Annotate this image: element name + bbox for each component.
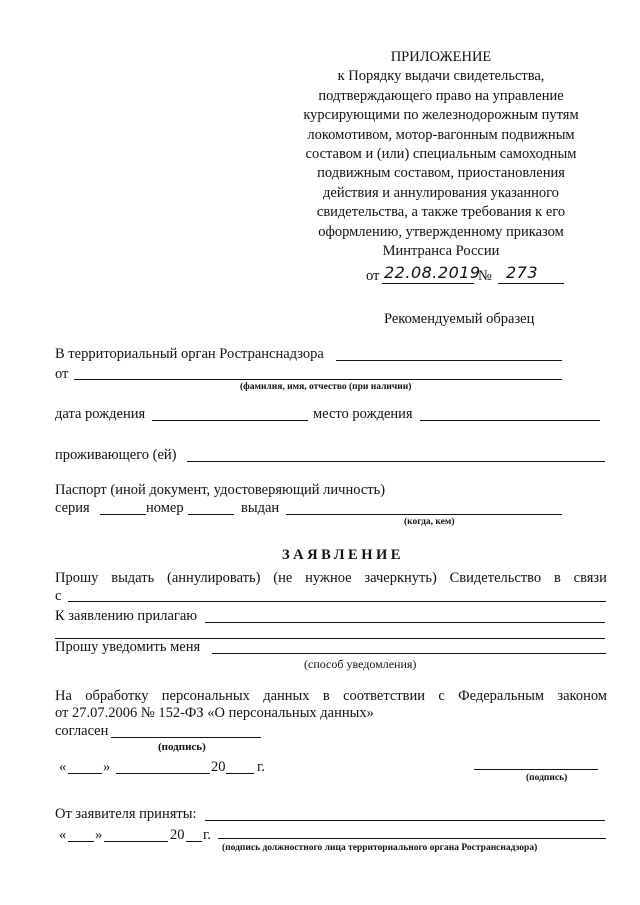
birth-date-line[interactable] xyxy=(152,420,308,421)
series-label: серия xyxy=(55,500,90,516)
residing-line[interactable] xyxy=(187,461,605,462)
appendix-line: свидетельства, а также требования к его xyxy=(316,204,566,221)
signature-caption: (подпись) xyxy=(158,741,206,753)
receipt-day-line[interactable] xyxy=(68,841,94,842)
appendix-line: к Порядку выдачи свидетельства, xyxy=(337,68,545,85)
official-signature-line[interactable] xyxy=(218,838,606,839)
applicant-name-line[interactable] xyxy=(74,379,562,380)
applicant-signature-line[interactable] xyxy=(474,769,598,770)
consent-word: Федеральным xyxy=(458,688,544,704)
request-word: (не xyxy=(273,570,293,586)
request-word: Свидетельство xyxy=(449,570,542,586)
passport-number-line[interactable] xyxy=(188,514,234,515)
receipt-year-line[interactable] xyxy=(186,841,202,842)
consent-word: персональных xyxy=(161,688,250,704)
request-word: выдать xyxy=(111,570,155,586)
birth-place-label: место рождения xyxy=(313,406,413,422)
receipt-date-open-quote: « xyxy=(59,827,67,843)
passport-label: Паспорт (иной документ, удостоверяющий личность) xyxy=(55,482,386,498)
request-word: нужное xyxy=(305,570,352,586)
name-caption: (фамилия, имя, отчество (при наличии) xyxy=(240,382,412,392)
consent-word: На xyxy=(55,688,72,704)
consent-word: данных xyxy=(263,688,310,704)
year-suffix: г. xyxy=(257,759,265,775)
statement-title: ЗАЯВЛЕНИЕ xyxy=(282,547,404,563)
agree-signature-line[interactable] xyxy=(111,737,261,738)
consent-word: обработку xyxy=(85,688,149,704)
reason-line[interactable] xyxy=(68,601,606,602)
recommended-sample: Рекомендуемый образец xyxy=(384,311,535,327)
request-word: Прошу xyxy=(55,570,99,586)
receipt-year-suffix: г. xyxy=(203,827,211,843)
from-label: от xyxy=(55,366,69,382)
appendix-line: подтверждающего право на управление xyxy=(318,87,564,104)
issued-label: выдан xyxy=(241,500,280,516)
appendix-line: курсирующими по железнодорожным путям xyxy=(303,107,579,124)
residing-label: проживающего (ей) xyxy=(55,447,177,463)
order-number-handwritten: 273 xyxy=(506,263,539,282)
notify-caption: (способ уведомления) xyxy=(304,657,417,671)
issued-caption: (когда, кем) xyxy=(404,517,455,527)
date-close-quote: » xyxy=(103,759,111,775)
order-date-line xyxy=(382,283,474,284)
accepted-label: От заявителя приняты: xyxy=(55,806,197,822)
request-line xyxy=(55,570,607,587)
issued-line[interactable] xyxy=(286,514,562,515)
date-open-quote: « xyxy=(59,759,67,775)
consent-line xyxy=(55,688,607,705)
birth-date-label: дата рождения xyxy=(55,406,146,422)
signature-caption-right: (подпись) xyxy=(526,773,568,783)
appendix-line: подвижным составом, приостановления xyxy=(317,165,565,182)
notify-line[interactable] xyxy=(212,653,606,654)
order-date-handwritten: 22.08.2019 xyxy=(384,263,481,282)
consent-word: в xyxy=(322,688,330,704)
request-word: зачеркнуть) xyxy=(364,570,437,586)
request-word: (аннулировать) xyxy=(167,570,261,586)
consent-word: законом xyxy=(557,688,607,704)
to-authority-label: В территориальный орган Ространснадзора xyxy=(55,346,324,362)
appendix-header xyxy=(276,48,606,261)
agree-label: согласен xyxy=(55,723,109,739)
order-number-label: № xyxy=(478,268,492,284)
appendix-title: ПРИЛОЖЕНИЕ xyxy=(390,49,492,65)
accepted-line[interactable] xyxy=(205,820,605,821)
request-word: связи xyxy=(573,570,607,586)
appendix-line: составом и (или) специальным самоходным xyxy=(305,146,577,163)
order-from-label: от xyxy=(366,268,380,284)
consent-line-2: от 27.07.2006 № 152-ФЗ «О персональных данных» xyxy=(55,705,374,721)
order-number-line xyxy=(498,283,564,284)
number-label: номер xyxy=(146,500,184,516)
notify-label: Прошу уведомить меня xyxy=(55,639,201,655)
receipt-year-prefix: 20 xyxy=(170,827,185,843)
appendix-line: действия и аннулирования указанного xyxy=(323,184,559,201)
consent-word: с xyxy=(438,688,445,704)
receipt-date-close-quote: » xyxy=(95,827,103,843)
attach-label: К заявлению прилагаю xyxy=(55,608,198,624)
date-month-line[interactable] xyxy=(116,773,210,774)
year-prefix: 20 xyxy=(211,759,226,775)
birth-place-line[interactable] xyxy=(420,420,600,421)
consent-word: соответствии xyxy=(343,688,426,704)
appendix-line: локомотивом, мотор-вагонным подвижным xyxy=(307,126,575,143)
to-authority-line[interactable] xyxy=(336,360,562,361)
official-caption: (подпись должностного лица территориального органа Ространснадзора) xyxy=(222,843,538,853)
attachment-line[interactable] xyxy=(205,622,605,623)
receipt-month-line[interactable] xyxy=(104,841,168,842)
date-year-line[interactable] xyxy=(226,773,254,774)
appendix-line: Минтранса России xyxy=(382,243,500,260)
with-label: с xyxy=(55,588,62,604)
series-line[interactable] xyxy=(100,514,146,515)
request-word: в xyxy=(553,570,561,586)
appendix-line: оформлению, утвержденному приказом xyxy=(318,223,564,240)
date-day-line[interactable] xyxy=(68,773,102,774)
